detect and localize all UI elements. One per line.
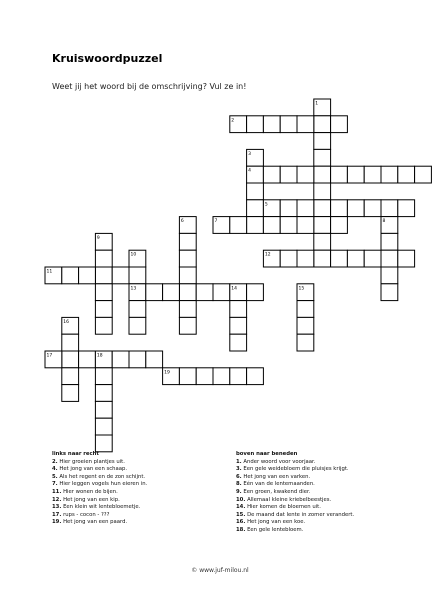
crossword-cell[interactable] <box>62 368 79 385</box>
clue-text: Het jong van een varken. <box>241 473 311 480</box>
clue-number: 15. <box>236 511 246 518</box>
clue-number: 13. <box>52 504 62 511</box>
clue-number: 9. <box>236 488 242 495</box>
clues-across-list <box>52 459 147 527</box>
down-clue <box>236 489 354 497</box>
down-clue <box>236 519 354 527</box>
crossword-cell[interactable] <box>230 217 247 234</box>
crossword-cell[interactable] <box>347 166 364 183</box>
crossword-cell[interactable] <box>95 250 112 267</box>
cell-number: 16 <box>63 319 70 325</box>
crossword-cell[interactable] <box>95 267 112 284</box>
down-clue <box>236 527 354 535</box>
clues-down-header: boven naar beneden <box>236 451 298 457</box>
crossword-cell[interactable] <box>364 200 381 217</box>
clue-text: Een groen, kwakend dier. <box>241 488 311 495</box>
clue-text: Ander woord voor voorjaar. <box>241 458 316 465</box>
crossword-cell[interactable] <box>179 250 196 267</box>
crossword-cell[interactable] <box>364 166 381 183</box>
down-clue <box>236 466 354 474</box>
crossword-cell[interactable] <box>95 368 112 385</box>
clue-text: Als het regent en de zon schijnt. <box>57 473 146 480</box>
across-clue <box>52 512 147 520</box>
clue-text: Het jong van een koe. <box>245 519 306 526</box>
copyright-footer: © www.juf-milou.nl <box>191 567 249 574</box>
clues-across <box>52 451 147 527</box>
crossword-cell[interactable] <box>213 284 230 301</box>
crossword-cell[interactable] <box>280 116 297 133</box>
crossword-cell[interactable] <box>95 301 112 318</box>
cell-number: 10 <box>130 252 137 258</box>
crossword-cell[interactable] <box>398 250 415 267</box>
crossword-cell[interactable] <box>196 284 213 301</box>
crossword-cell[interactable] <box>79 351 96 368</box>
crossword-cell[interactable] <box>415 166 432 183</box>
crossword-cell[interactable] <box>79 267 96 284</box>
crossword-cell[interactable] <box>163 284 180 301</box>
clue-text: Hier komen de bloemen uit. <box>245 504 321 511</box>
crossword-cell[interactable] <box>381 200 398 217</box>
crossword-cell[interactable] <box>263 166 280 183</box>
cell-number: 19 <box>164 370 170 376</box>
crossword-cell[interactable] <box>263 116 280 133</box>
crossword-cell[interactable] <box>129 317 146 334</box>
crossword-cell[interactable] <box>213 368 230 385</box>
across-clue <box>52 481 147 489</box>
page-title: Kruiswoordpuzzel <box>52 52 163 65</box>
crossword-cell[interactable] <box>196 368 213 385</box>
crossword-cell[interactable] <box>263 217 280 234</box>
crossword-cell[interactable] <box>247 200 264 217</box>
clue-number: 6. <box>236 473 242 480</box>
cell-number: 15 <box>298 286 305 292</box>
crossword-cell[interactable] <box>62 334 79 351</box>
crossword-cell[interactable] <box>179 233 196 250</box>
crossword-cell[interactable] <box>280 250 297 267</box>
crossword-cell[interactable] <box>314 149 331 166</box>
crossword-cell[interactable] <box>381 250 398 267</box>
crossword-cell[interactable] <box>297 200 314 217</box>
crossword-cell[interactable] <box>62 351 79 368</box>
clue-text: Eén van de lentemaanden. <box>241 481 315 488</box>
cell-number: 6 <box>180 219 184 225</box>
across-clue <box>52 519 147 527</box>
clue-number: 10. <box>236 496 246 503</box>
crossword-cell[interactable] <box>179 284 196 301</box>
crossword-cell[interactable] <box>179 368 196 385</box>
crossword-cell[interactable] <box>297 250 314 267</box>
clue-text: rups - cocon - ??? <box>61 511 110 518</box>
clue-number: 14. <box>236 504 246 511</box>
clue-text: Het jong van een paard. <box>61 519 128 526</box>
crossword-cell[interactable] <box>247 217 264 234</box>
crossword-cell[interactable] <box>314 183 331 200</box>
clue-number: 17. <box>52 511 62 518</box>
crossword-cell[interactable] <box>331 217 348 234</box>
clue-number: 3. <box>236 466 242 473</box>
crossword-cell[interactable] <box>95 401 112 418</box>
crossword-cell[interactable] <box>280 200 297 217</box>
cell-number: 13 <box>130 286 137 292</box>
clue-number: 18. <box>236 526 246 533</box>
clue-number: 5. <box>52 473 58 480</box>
cell-number: 5 <box>264 202 268 208</box>
crossword-cell[interactable] <box>129 301 146 318</box>
crossword-cell[interactable] <box>247 284 264 301</box>
crossword-cell[interactable] <box>95 435 112 452</box>
crossword-cell[interactable] <box>280 166 297 183</box>
crossword-cell[interactable] <box>314 217 331 234</box>
crossword-cell[interactable] <box>331 200 348 217</box>
crossword-cell[interactable] <box>381 166 398 183</box>
clue-text: Hier leggen vogels hun eieren in. <box>57 481 148 488</box>
crossword-cell[interactable] <box>331 250 348 267</box>
clue-number: 19. <box>52 519 62 526</box>
down-clue <box>236 481 354 489</box>
crossword-cell[interactable] <box>247 183 264 200</box>
crossword-cell[interactable] <box>112 351 129 368</box>
instructions: Weet jij het woord bij de omschrijving? Vul ze in! <box>52 82 247 91</box>
crossword-cell[interactable] <box>112 267 129 284</box>
crossword-cell[interactable] <box>247 116 264 133</box>
crossword-cell[interactable] <box>297 301 314 318</box>
crossword-cell[interactable] <box>95 284 112 301</box>
cell-number: 8 <box>382 219 386 225</box>
clue-text: De maand dat lente in zomer verandert. <box>245 511 355 518</box>
crossword-cell[interactable] <box>62 385 79 402</box>
crossword-cell[interactable] <box>230 368 247 385</box>
across-clue <box>52 459 147 467</box>
crossword-cell[interactable] <box>381 284 398 301</box>
clues-across-header: links naar recht <box>52 451 99 457</box>
crossword-cell[interactable] <box>381 267 398 284</box>
crossword-cell[interactable] <box>398 200 415 217</box>
clues-down <box>236 451 354 535</box>
crossword-cell[interactable] <box>347 250 364 267</box>
clue-number: 7. <box>52 481 58 488</box>
crossword-cell[interactable] <box>146 351 163 368</box>
clue-text: Allemaal kleine kriebelbeestjes. <box>245 496 332 503</box>
cell-number: 14 <box>231 286 238 292</box>
across-clue <box>52 489 147 497</box>
clue-number: 11. <box>52 488 62 495</box>
crossword-cell[interactable] <box>297 317 314 334</box>
cell-number: 11 <box>46 269 53 275</box>
crossword-cell[interactable] <box>364 250 381 267</box>
crossword-cell[interactable] <box>314 233 331 250</box>
crossword-cell[interactable] <box>297 334 314 351</box>
clue-number: 4. <box>52 466 58 473</box>
crossword-cell[interactable] <box>280 217 297 234</box>
crossword-cell[interactable] <box>230 301 247 318</box>
crossword-cell[interactable] <box>62 267 79 284</box>
crossword-cell[interactable] <box>297 116 314 133</box>
crossword-cell[interactable] <box>129 351 146 368</box>
crossword-cell[interactable] <box>179 301 196 318</box>
crossword-cell[interactable] <box>297 217 314 234</box>
clue-text: Het jong van een kip. <box>61 496 120 503</box>
clue-text: Hier wonen de bijen. <box>61 488 118 495</box>
crossword-cell[interactable] <box>95 385 112 402</box>
across-clue <box>52 497 147 505</box>
crossword-cell[interactable] <box>179 317 196 334</box>
across-clue <box>52 466 147 474</box>
clue-text: Het jong van een schaap. <box>57 466 128 473</box>
crossword-cell[interactable] <box>398 166 415 183</box>
crossword-cell[interactable] <box>297 166 314 183</box>
cell-number: 18 <box>96 353 103 359</box>
clues-down-list <box>236 459 354 535</box>
down-clue <box>236 497 354 505</box>
crossword-cell[interactable] <box>314 166 331 183</box>
crossword-cell[interactable] <box>179 267 196 284</box>
cell-number: 7 <box>214 219 218 225</box>
crossword-cell[interactable] <box>247 368 264 385</box>
across-clue <box>52 504 147 512</box>
crossword-cell[interactable] <box>95 317 112 334</box>
clue-number: 2. <box>52 458 58 465</box>
clue-text: Hier groeien plantjes uit. <box>57 458 125 465</box>
clue-number: 1. <box>236 458 242 465</box>
cell-number: 3 <box>248 151 251 157</box>
cell-number: 17 <box>46 353 53 359</box>
cell-number: 9 <box>96 235 100 241</box>
down-clue <box>236 512 354 520</box>
crossword-cell[interactable] <box>331 166 348 183</box>
crossword-cell[interactable] <box>146 284 163 301</box>
cell-number: 1 <box>315 101 319 107</box>
cell-number: 2 <box>231 118 235 124</box>
clue-text: Een gele lentebloem. <box>245 526 304 533</box>
clue-number: 16. <box>236 519 246 526</box>
across-clue <box>52 474 147 482</box>
clue-text: Een klein wit lentebloemetje. <box>61 504 141 511</box>
crossword-cell[interactable] <box>314 250 331 267</box>
down-clue <box>236 459 354 467</box>
cell-number: 4 <box>248 168 251 174</box>
crossword-cell[interactable] <box>314 133 331 150</box>
crossword-cell[interactable] <box>230 334 247 351</box>
crossword-cell[interactable] <box>230 317 247 334</box>
crossword-cell[interactable] <box>331 116 348 133</box>
clue-number: 12. <box>52 496 62 503</box>
crossword-cell[interactable] <box>314 116 331 133</box>
clue-number: 8. <box>236 481 242 488</box>
down-clue <box>236 504 354 512</box>
crossword-cell[interactable] <box>129 267 146 284</box>
crossword-cell[interactable] <box>95 418 112 435</box>
clue-text: Een gele weidebloem die pluisjes krijgt. <box>241 466 349 473</box>
cell-number: 12 <box>264 252 271 258</box>
crossword-cell[interactable] <box>314 200 331 217</box>
crossword-cell[interactable] <box>381 233 398 250</box>
crossword-cell[interactable] <box>347 200 364 217</box>
